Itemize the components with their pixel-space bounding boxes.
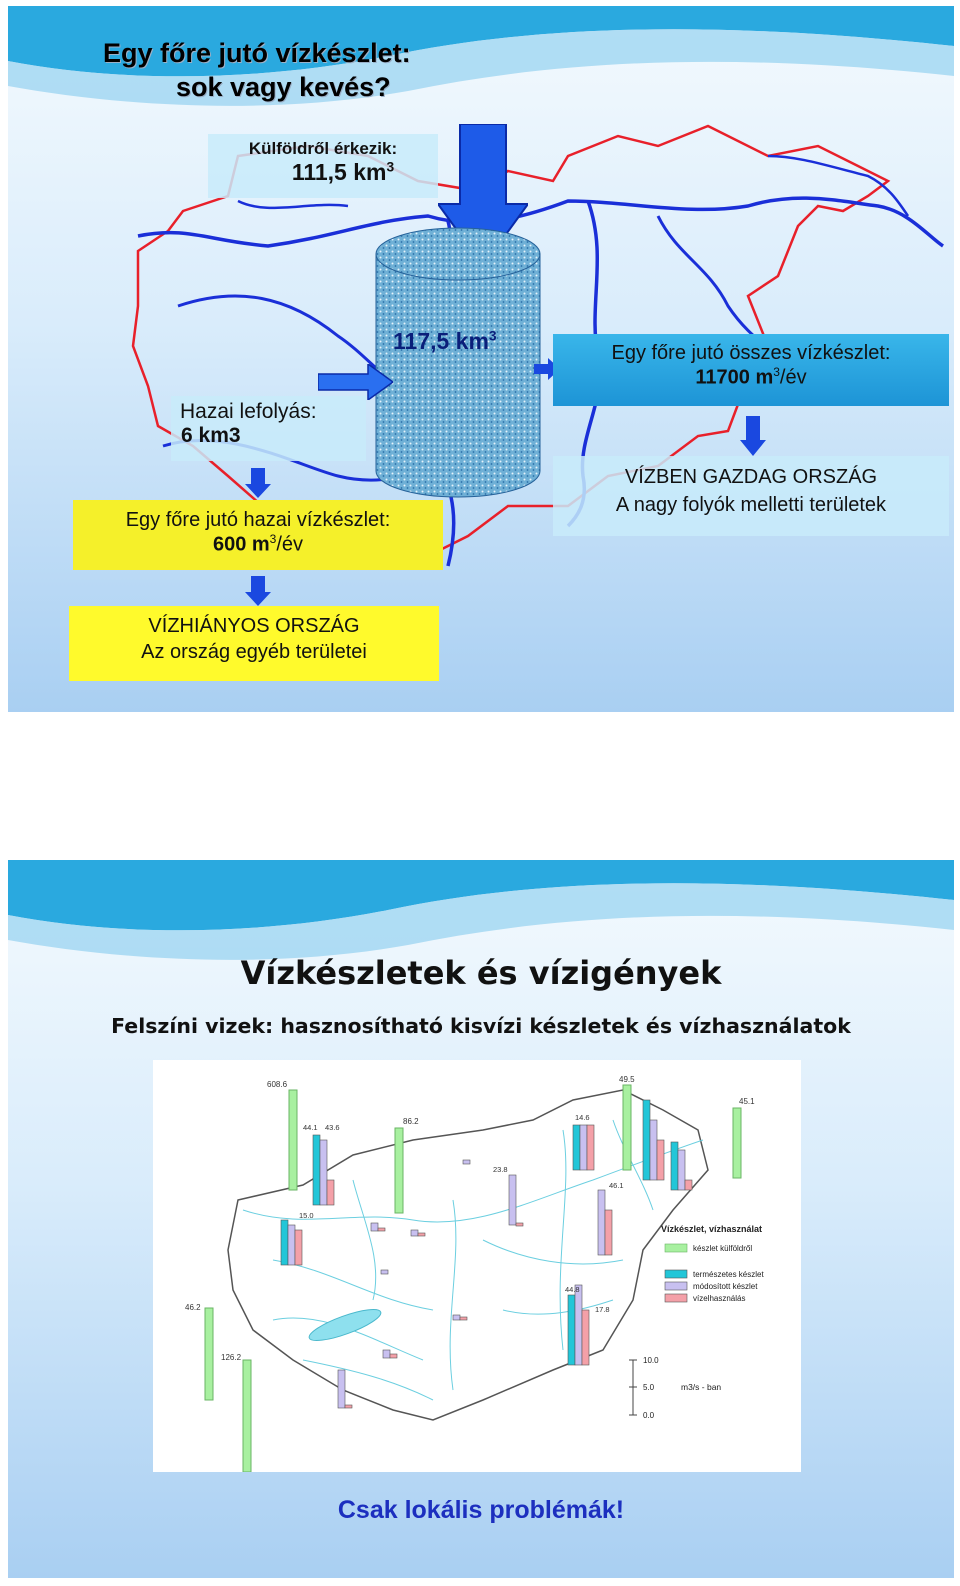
inflow-label: 86.2 <box>403 1117 419 1126</box>
down-arrow-small-icon-3 <box>740 416 766 456</box>
water-reservoir-cylinder <box>373 226 543 501</box>
domestic-per-capita-value: 600 m <box>212 533 270 556</box>
slide2-subtitle: Felszíni vizek: hasznosítható kisvízi készletek és vízhasználatok <box>111 1014 851 1038</box>
bar-label: 44.8 <box>565 1285 580 1294</box>
legend-item-label: természetes készlet <box>693 1270 764 1279</box>
slide-water-per-capita <box>8 6 954 712</box>
domestic-runoff-box <box>171 396 366 461</box>
title-line-1: Egy főre jutó vízkészlet: <box>103 38 411 68</box>
slide-resources-demands <box>8 860 954 1578</box>
legend-scale-label: 0.0 <box>643 1411 655 1420</box>
water-poor-title: VÍZHIÁNYOS ORSZÁG <box>148 615 360 637</box>
domestic-per-capita-box: Egy főre jutó hazai vízkészlet: 600 $m^3/év$ <box>73 500 443 570</box>
bar-label: 23.8 <box>493 1165 508 1174</box>
water-rich-title: VÍZBEN GAZDAG ORSZÁG <box>624 466 878 488</box>
legend-item-label: módosított készlet <box>693 1282 758 1291</box>
slide-title <box>103 36 411 104</box>
water-rich-box <box>553 456 949 536</box>
map-legend <box>629 1224 764 1420</box>
total-per-capita-value: 11700 m <box>695 366 774 389</box>
slide2-title: Vízkészletek és vízigények <box>240 954 722 992</box>
bar-label: 44.1 <box>303 1123 318 1132</box>
bar-label: 14.6 <box>575 1113 590 1122</box>
domestic-runoff-label: Hazai lefolyás: <box>180 400 317 423</box>
abroad-inflow-value: 111,5 km <box>291 159 387 185</box>
abroad-inflow-label: Külföldről érkezik: <box>248 139 398 158</box>
water-poor-box <box>69 606 439 681</box>
inflow-label: 608.6 <box>267 1080 288 1089</box>
legend-title: Vízkészlet, vízhasználat <box>661 1224 763 1234</box>
bar-label: 17.8 <box>595 1305 610 1314</box>
slide2-footer: Csak lokális problémák! <box>337 1496 625 1524</box>
abroad-inflow-box: Külföldről érkezik: 111,5 $km^3$ <box>208 134 438 198</box>
inflow-label: 49.5 <box>619 1075 635 1084</box>
right-arrow-icon <box>318 364 393 400</box>
legend-scale-label: 5.0 <box>643 1383 655 1392</box>
down-arrow-small-icon-2 <box>245 576 271 606</box>
legend-unit: m3/s - ban <box>681 1382 722 1392</box>
down-arrow-small-icon <box>245 468 271 498</box>
inflow-label: 126.2 <box>221 1353 242 1362</box>
total-per-capita-label: Egy főre jutó összes vízkészlet: <box>611 342 891 364</box>
legend-item-label: vízelhasználás <box>693 1294 746 1303</box>
bar-label: 46.1 <box>609 1181 624 1190</box>
inflow-label: 46.2 <box>185 1303 201 1312</box>
bar-label: 43.6 <box>325 1123 340 1132</box>
domestic-runoff-value: 6 km3 <box>181 424 241 447</box>
inflow-label: 45.1 <box>739 1097 755 1106</box>
domestic-per-capita-label: Egy főre jutó hazai vízkészlet: <box>125 509 391 531</box>
total-volume: 117,5 $km^3$ <box>393 328 497 354</box>
legend-item-label: készlet külföldről <box>693 1244 753 1253</box>
resource-map <box>153 1060 801 1472</box>
bar-label: 15.0 <box>299 1211 314 1220</box>
legend-scale-label: 10.0 <box>643 1356 659 1365</box>
title-line-2: sok vagy kevés? <box>176 72 391 102</box>
total-per-capita-box: Egy főre jutó összes vízkészlet: 11700 $m^3/év$ <box>553 334 949 406</box>
resource-map-svg <box>153 1060 801 1472</box>
water-rich-desc: A nagy folyók melletti területek <box>615 494 887 516</box>
water-poor-desc: Az ország egyéb területei <box>141 641 367 663</box>
